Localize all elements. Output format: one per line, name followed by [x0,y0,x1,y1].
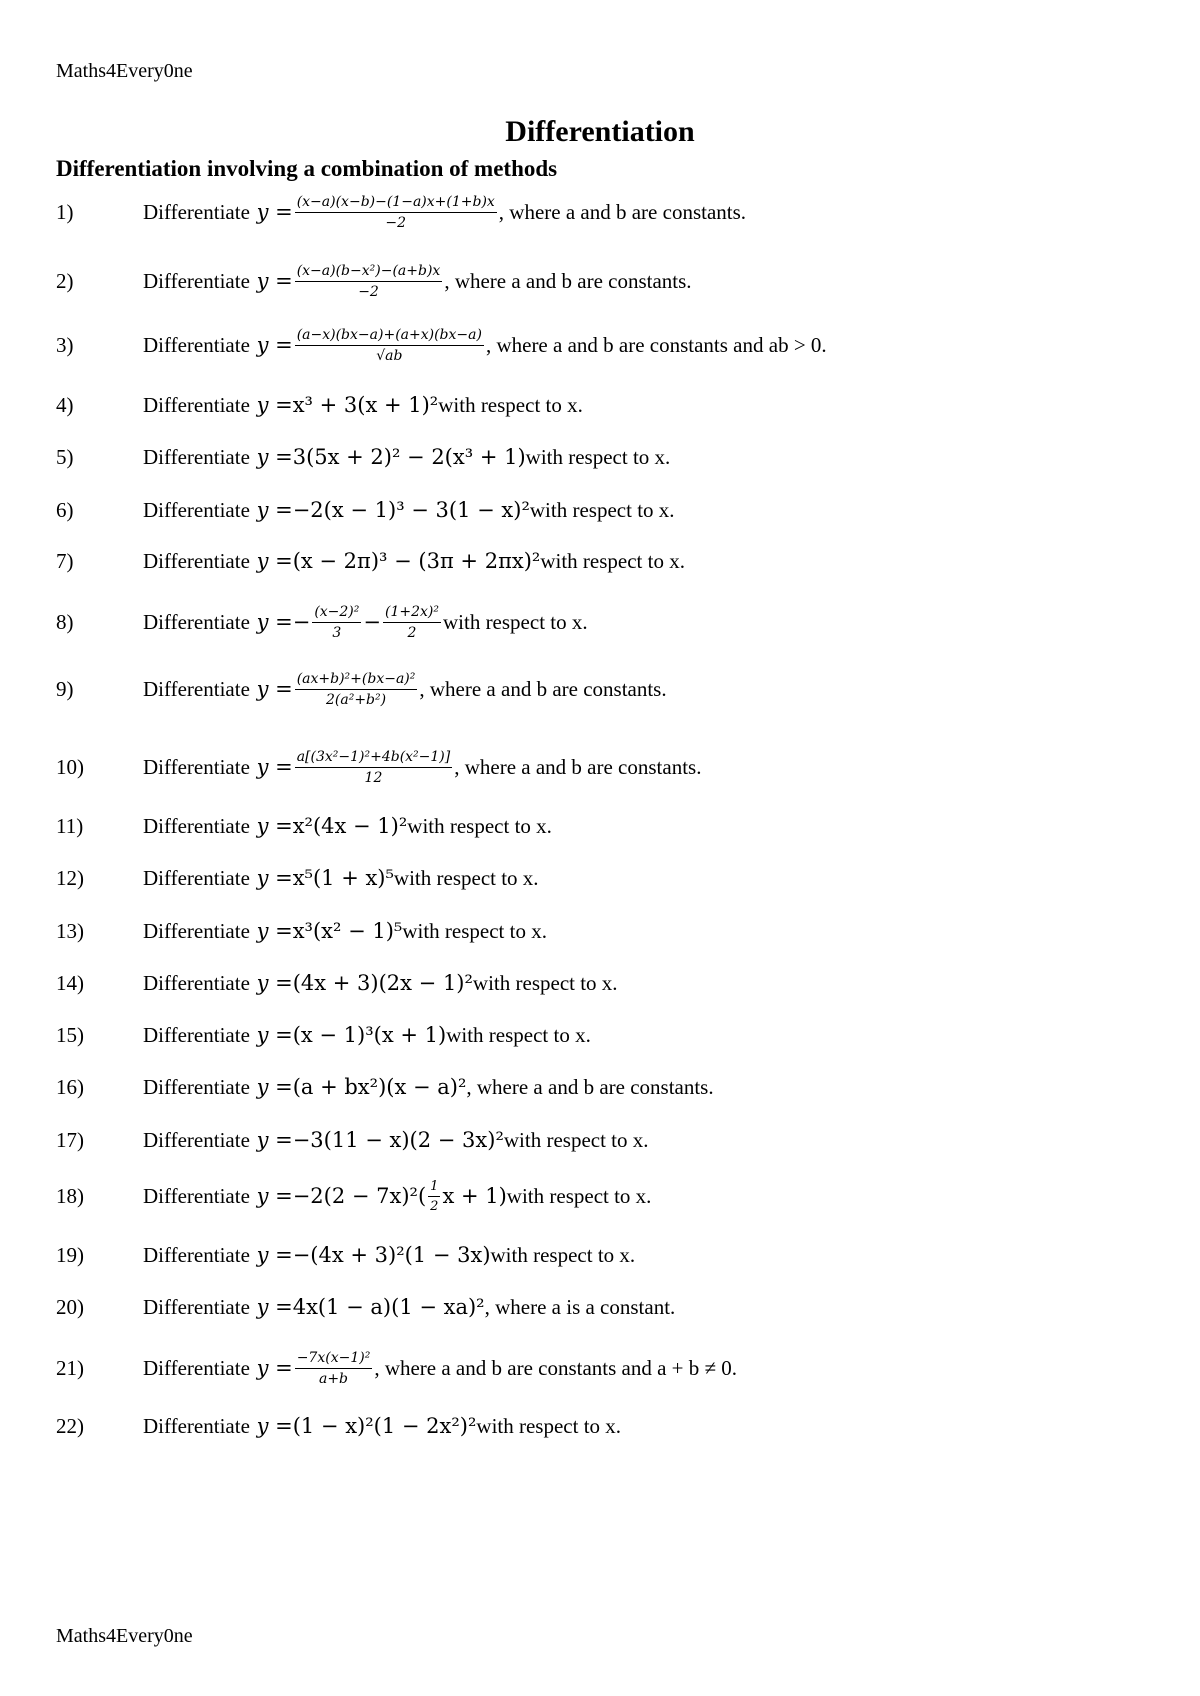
expression: (x − 2π)³ − (3π + 2πx)² [292,549,541,573]
problem-number: 17) [56,1127,84,1152]
problem-condition: , where a and b are constants and a + b ≠ 0. [374,1355,738,1380]
page-title: Differentiation [505,115,695,148]
problem-item [0,246,1200,316]
problem-number: 6) [56,497,74,522]
problem-item [0,587,1200,657]
equation-lhs: y = [249,866,293,890]
expression: 3(5x + 2)² − 2(x³ + 1) [292,445,526,469]
problem-statement [143,1414,621,1439]
equation-lhs: y = [249,919,293,943]
problem-statement [143,1350,737,1387]
equation-lhs: y = [249,1414,293,1438]
problem-item [0,526,1200,596]
fraction [295,263,443,300]
expression-part: − [363,610,381,634]
equation-lhs: y = [249,1295,293,1319]
problem-instruction: Differentiate [143,444,250,469]
expression: −3(11 − x)(2 − 3x)² [292,1128,504,1152]
fraction-numerator: (a−x)(bx−a)+(a+x)(bx−a) [295,327,484,346]
equation-lhs: y = [249,393,293,417]
problem-statement [143,498,675,523]
problem-number: 14) [56,970,84,995]
fraction-numerator: a[(3x²−1)²+4b(x²−1)] [295,749,453,768]
fraction-numerator: −7x(x−1)² [295,1350,373,1369]
fraction [295,749,453,786]
equation-lhs: y = [249,1356,293,1380]
expression: −(4x + 3)²(1 − 3x) [292,1243,491,1267]
expression: x⁵(1 + x)⁵ [292,866,394,890]
problem-instruction: Differentiate [143,813,250,838]
fraction-numerator: (1+2x)² [383,604,441,623]
problem-instruction: Differentiate [143,1413,250,1438]
equation-lhs: y = [249,755,293,779]
fraction [383,604,441,641]
page-subtitle: Differentiation involving a combination of methods [56,156,558,181]
problem-instruction: Differentiate [143,1183,250,1208]
expression: x³(x² − 1)⁵ [292,919,403,943]
problem-instruction: Differentiate [143,1294,250,1319]
fraction-denominator: √ab [376,347,403,364]
equation-lhs: y = [249,333,293,357]
expression: −2(x − 1)³ − 3(1 − x)² [292,498,530,522]
fraction-numerator: (x−a)(b−x²)−(a+b)x [295,263,443,282]
equation-lhs: y = [249,445,293,469]
expression-part: − [292,610,311,634]
expression: x³ + 3(x + 1)² [292,393,439,417]
fraction-numerator: 1 [428,1179,440,1197]
problem-item [0,1391,1200,1461]
fraction-denominator: 2(a²+b²) [325,691,387,708]
problem-instruction: Differentiate [143,548,250,573]
problem-number: 20) [56,1294,84,1319]
fraction-denominator: −2 [385,214,407,231]
problem-condition: , where a and b are constants. [444,268,692,293]
problem-statement [143,549,685,574]
problem-instruction: Differentiate [143,609,250,634]
problem-number: 22) [56,1413,84,1438]
problem-statement [143,1295,675,1320]
expression: 4x(1 − a)(1 − xa)² [292,1295,485,1319]
problem-instruction: Differentiate [143,865,250,890]
equation-lhs: y = [249,269,293,293]
fraction-denominator: 2 [430,1198,439,1214]
problem-item [0,1272,1200,1342]
fraction [312,604,361,641]
fraction [295,671,418,708]
equation-lhs: y = [249,971,293,995]
problem-number: 7) [56,548,74,573]
problem-condition: , where a and b are constants. [466,1074,714,1099]
problem-condition: with respect to x. [438,392,583,417]
fraction-numerator: (ax+b)²+(bx−a)² [295,671,418,690]
fraction-denominator: 2 [407,624,417,641]
equation-lhs: y = [249,200,293,224]
fraction-denominator: a+b [318,1370,349,1387]
expression-part: x + 1) [442,1184,507,1208]
problem-statement [143,445,670,470]
problem-number: 3) [56,332,74,357]
problem-instruction: Differentiate [143,497,250,522]
problem-instruction: Differentiate [143,1074,250,1099]
problem-instruction: Differentiate [143,1242,250,1267]
expression: x²(4x − 1)² [292,814,408,838]
fraction-numerator: (x−2)² [312,604,361,623]
problem-statement [143,194,746,231]
problem-instruction: Differentiate [143,1022,250,1047]
problem-statement [143,263,692,300]
problem-instruction: Differentiate [143,676,250,701]
fraction [428,1179,440,1214]
problem-statement [143,866,539,891]
problem-condition: with respect to x. [402,918,547,943]
problem-item [0,654,1200,724]
problem-condition: , where a and b are constants. [498,199,747,224]
equation-lhs: y = [249,1243,293,1267]
problem-number: 8) [56,609,74,634]
problem-condition: with respect to x. [506,1183,652,1208]
footer-label: Maths4Every0ne [56,1625,193,1647]
problem-number: 11) [56,813,84,838]
problem-statement [143,393,583,418]
fraction [295,194,497,231]
problem-instruction: Differentiate [143,332,250,357]
equation-lhs: y = [249,814,293,838]
problem-condition: with respect to x. [446,1022,591,1047]
problem-statement [143,971,618,996]
problem-instruction: Differentiate [143,199,250,224]
problem-condition: with respect to x. [525,444,671,469]
equation-lhs: y = [249,498,293,522]
problem-condition: , where a and b are constants and ab > 0. [485,332,827,357]
problem-statement [143,1023,591,1048]
problem-instruction: Differentiate [143,1355,250,1380]
equation-lhs: y = [249,1023,293,1047]
problem-instruction: Differentiate [143,1127,250,1152]
expression-part: −2(2 − 7x)²( [292,1184,427,1208]
fraction-denominator: 12 [364,769,383,786]
equation-lhs: y = [249,1075,293,1099]
problem-statement [143,1128,649,1153]
problem-instruction: Differentiate [143,268,250,293]
equation-lhs: y = [249,610,293,634]
problem-statement [143,749,701,786]
problem-statement [143,814,552,839]
problem-number: 5) [56,444,74,469]
problem-number: 2) [56,268,74,293]
equation-lhs: y = [249,549,293,573]
problem-number: 15) [56,1022,84,1047]
problem-statement [143,327,827,364]
equation-lhs: y = [249,1128,293,1152]
equation-lhs: y = [249,1184,293,1208]
problem-condition: with respect to x. [476,1413,622,1438]
fraction [295,1350,373,1387]
problem-number: 4) [56,392,74,417]
problem-instruction: Differentiate [143,918,250,943]
problem-condition: with respect to x. [393,865,539,890]
problem-item [0,177,1200,247]
problem-instruction: Differentiate [143,754,250,779]
fraction-denominator: 3 [332,624,342,641]
fraction-denominator: −2 [358,283,379,300]
problem-instruction: Differentiate [143,970,250,995]
problem-number: 19) [56,1242,84,1267]
problem-condition: with respect to x. [442,609,588,634]
problem-condition: with respect to x. [472,970,618,995]
problem-condition: with respect to x. [490,1242,636,1267]
header-label: Maths4Every0ne [56,60,193,82]
problem-condition: with respect to x. [529,497,675,522]
equation-lhs: y = [249,677,293,701]
problem-number: 21) [56,1355,84,1380]
problem-statement [143,1179,651,1214]
problem-number: 16) [56,1074,84,1099]
expression: (a + bx²)(x − a)² [292,1075,467,1099]
problem-number: 1) [56,199,74,224]
problem-condition: with respect to x. [503,1127,649,1152]
expression: (1 − x)²(1 − 2x²)² [292,1414,477,1438]
fraction [295,327,484,364]
expression: (4x + 3)(2x − 1)² [292,971,473,995]
problem-number: 12) [56,865,84,890]
problem-condition: , where a and b are constants. [419,676,667,701]
problem-number: 9) [56,676,74,701]
problem-statement [143,671,667,708]
problem-condition: , where a and b are constants. [454,754,702,779]
problem-statement [143,604,588,641]
problem-condition: , where a is a constant. [484,1294,676,1319]
problem-condition: with respect to x. [540,548,685,573]
fraction-numerator: (x−a)(x−b)−(1−a)x+(1+b)x [295,194,497,213]
problem-statement [143,919,547,944]
problem-number: 10) [56,754,84,779]
problem-instruction: Differentiate [143,392,250,417]
problem-number: 18) [56,1183,84,1208]
problem-statement [143,1243,635,1268]
problem-statement [143,1075,714,1100]
problem-number: 13) [56,918,84,943]
problem-condition: with respect to x. [407,813,552,838]
expression: (x − 1)³(x + 1) [292,1023,447,1047]
